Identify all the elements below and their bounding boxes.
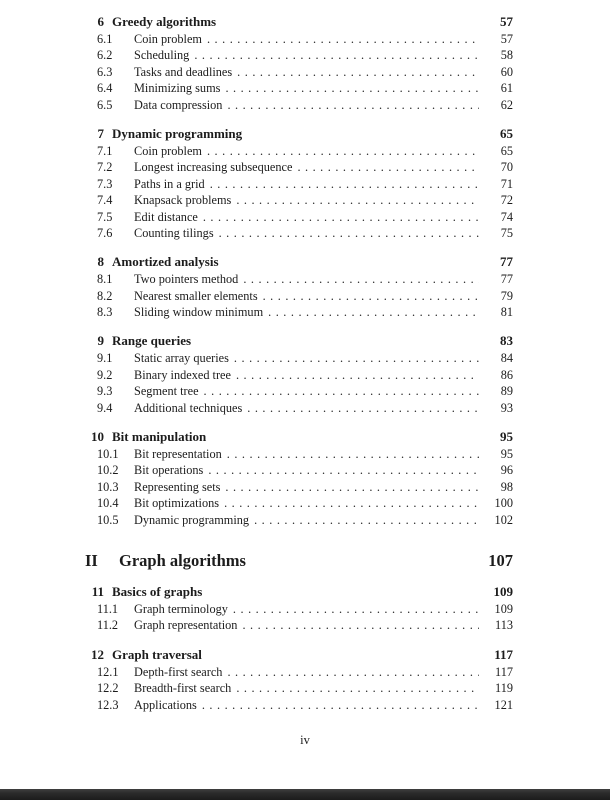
toc-section-entry[interactable] bbox=[85, 159, 513, 175]
section-title: Static array queries bbox=[134, 351, 229, 366]
section-page-number: 84 bbox=[500, 351, 513, 366]
dot-leader bbox=[225, 80, 479, 96]
toc-section-entry[interactable] bbox=[85, 617, 513, 633]
section-title: Additional techniques bbox=[134, 400, 243, 415]
section-number: 8.2 bbox=[97, 288, 113, 303]
dot-leader bbox=[243, 271, 479, 287]
dot-leader bbox=[203, 209, 479, 225]
toc-chapter-entry[interactable] bbox=[85, 332, 513, 350]
toc-section-entry[interactable] bbox=[85, 495, 513, 511]
toc-chapter-block bbox=[85, 583, 513, 634]
section-title: Edit distance bbox=[134, 209, 198, 224]
section-page-number: 71 bbox=[500, 176, 513, 191]
section-number: 7.4 bbox=[97, 193, 113, 208]
chapter-page-number: 77 bbox=[500, 254, 513, 270]
section-page-number: 102 bbox=[494, 512, 513, 527]
toc-section-entry[interactable] bbox=[85, 697, 513, 713]
section-number: 7.5 bbox=[97, 209, 113, 224]
dot-leader bbox=[225, 479, 479, 495]
toc-chapter-block bbox=[85, 13, 513, 113]
section-number: 7.2 bbox=[97, 160, 113, 175]
section-page-number: 95 bbox=[500, 447, 513, 462]
part-title: Graph algorithms bbox=[119, 550, 246, 570]
toc-section-entry[interactable] bbox=[85, 446, 513, 462]
chapter-number: 12 bbox=[91, 646, 104, 662]
chapter-page-number: 109 bbox=[493, 583, 513, 599]
section-number: 6.3 bbox=[97, 64, 113, 79]
chapter-number: 7 bbox=[97, 125, 104, 141]
dot-leader bbox=[237, 64, 479, 80]
section-number: 9.1 bbox=[97, 351, 113, 366]
viewer-bottom-bar bbox=[0, 789, 610, 800]
section-page-number: 121 bbox=[494, 697, 513, 712]
section-number: 10.3 bbox=[97, 479, 119, 494]
toc-section-entry[interactable] bbox=[85, 143, 513, 159]
chapter-title: Range queries bbox=[112, 333, 192, 349]
dot-leader bbox=[207, 143, 479, 159]
section-page-number: 117 bbox=[495, 664, 513, 679]
section-title: Bit representation bbox=[134, 447, 222, 462]
section-title: Tasks and deadlines bbox=[134, 64, 233, 79]
section-page-number: 119 bbox=[495, 681, 513, 696]
section-number: 7.1 bbox=[97, 143, 113, 158]
toc-section-entry[interactable] bbox=[85, 367, 513, 383]
toc-section-entry[interactable] bbox=[85, 664, 513, 680]
toc-section-entry[interactable] bbox=[85, 462, 513, 478]
dot-leader bbox=[207, 31, 479, 47]
toc-section-entry[interactable] bbox=[85, 288, 513, 304]
section-number: 10.5 bbox=[97, 512, 119, 527]
chapter-number: 6 bbox=[97, 14, 104, 29]
section-page-number: 61 bbox=[500, 81, 513, 96]
section-number: 7.6 bbox=[97, 225, 113, 240]
section-number: 12.1 bbox=[97, 664, 119, 679]
toc-chapter-entry[interactable] bbox=[85, 583, 513, 601]
toc-chapter-entry[interactable] bbox=[85, 428, 513, 446]
dot-leader bbox=[227, 664, 479, 680]
toc-section-entry[interactable] bbox=[85, 271, 513, 287]
dot-leader bbox=[194, 47, 479, 63]
section-title: Coin problem bbox=[134, 143, 202, 158]
section-title: Dynamic programming bbox=[134, 512, 250, 527]
section-number: 6.4 bbox=[97, 81, 113, 96]
section-title: Counting tilings bbox=[134, 225, 214, 240]
section-title: Depth-first search bbox=[134, 664, 223, 679]
section-page-number: 100 bbox=[494, 496, 513, 511]
dot-leader bbox=[268, 304, 479, 320]
section-number: 9.3 bbox=[97, 384, 113, 399]
section-title: Scheduling bbox=[134, 48, 190, 63]
table-of-contents bbox=[85, 13, 513, 725]
section-title: Graph representation bbox=[134, 618, 238, 633]
toc-chapter-entry[interactable] bbox=[85, 253, 513, 271]
chapter-title: Graph traversal bbox=[112, 646, 202, 662]
part-number: II bbox=[85, 550, 98, 570]
section-page-number: 77 bbox=[500, 272, 513, 287]
section-title: Graph terminology bbox=[134, 601, 228, 616]
section-number: 6.2 bbox=[97, 48, 113, 63]
dot-leader bbox=[247, 400, 479, 416]
toc-chapter-block bbox=[85, 253, 513, 320]
toc-section-entry[interactable] bbox=[85, 512, 513, 528]
section-page-number: 72 bbox=[500, 193, 513, 208]
section-page-number: 113 bbox=[495, 618, 513, 633]
section-title: Two pointers method bbox=[134, 272, 239, 287]
section-page-number: 60 bbox=[500, 64, 513, 79]
section-number: 11.2 bbox=[97, 618, 119, 633]
section-title: Representing sets bbox=[134, 479, 221, 494]
part-page-number: 107 bbox=[488, 550, 513, 570]
toc-section-entry[interactable] bbox=[85, 97, 513, 113]
section-page-number: 74 bbox=[500, 209, 513, 224]
chapter-number: 10 bbox=[91, 429, 104, 445]
section-page-number: 62 bbox=[500, 97, 513, 112]
chapter-page-number: 57 bbox=[500, 14, 513, 29]
section-number: 10.4 bbox=[97, 496, 119, 511]
toc-section-entry[interactable] bbox=[85, 225, 513, 241]
section-title: Nearest smaller elements bbox=[134, 288, 258, 303]
section-page-number: 98 bbox=[500, 479, 513, 494]
toc-chapter-block bbox=[85, 125, 513, 241]
section-title: Sliding window minimum bbox=[134, 305, 264, 320]
section-page-number: 89 bbox=[500, 384, 513, 399]
section-page-number: 81 bbox=[500, 305, 513, 320]
dot-leader bbox=[210, 176, 479, 192]
section-number: 12.2 bbox=[97, 681, 119, 696]
section-number: 9.2 bbox=[97, 367, 113, 382]
chapter-title: Bit manipulation bbox=[112, 429, 207, 445]
dot-leader bbox=[227, 446, 479, 462]
section-title: Breadth-first search bbox=[134, 681, 232, 696]
dot-leader bbox=[219, 225, 479, 241]
section-page-number: 96 bbox=[500, 463, 513, 478]
toc-section-entry[interactable] bbox=[85, 64, 513, 80]
chapter-number: 9 bbox=[97, 333, 104, 349]
section-title: Segment tree bbox=[134, 384, 199, 399]
dot-leader bbox=[234, 350, 479, 366]
chapter-number: 8 bbox=[97, 254, 104, 270]
section-title: Longest increasing subsequence bbox=[134, 160, 293, 175]
section-title: Binary indexed tree bbox=[134, 367, 231, 382]
section-page-number: 93 bbox=[500, 400, 513, 415]
section-title: Bit operations bbox=[134, 463, 204, 478]
chapter-title: Greedy algorithms bbox=[112, 14, 217, 29]
section-page-number: 75 bbox=[500, 225, 513, 240]
chapter-title: Dynamic programming bbox=[112, 125, 243, 141]
section-title: Minimizing sums bbox=[134, 81, 221, 96]
chapter-page-number: 65 bbox=[500, 125, 513, 141]
page-footer bbox=[0, 733, 610, 748]
dot-leader bbox=[236, 367, 479, 383]
section-page-number: 86 bbox=[500, 367, 513, 382]
toc-section-entry[interactable] bbox=[85, 479, 513, 495]
dot-leader bbox=[297, 159, 479, 175]
dot-leader bbox=[224, 495, 479, 511]
dot-leader bbox=[236, 680, 479, 696]
toc-section-entry[interactable] bbox=[85, 80, 513, 96]
section-title: Bit optimizations bbox=[134, 496, 220, 511]
dot-leader bbox=[242, 617, 479, 633]
toc-section-entry[interactable] bbox=[85, 400, 513, 416]
section-title: Knapsack problems bbox=[134, 193, 232, 208]
section-number: 8.1 bbox=[97, 272, 113, 287]
section-page-number: 58 bbox=[500, 48, 513, 63]
toc-section-entry[interactable] bbox=[85, 680, 513, 696]
toc-section-entry[interactable] bbox=[85, 47, 513, 63]
chapter-title: Amortized analysis bbox=[112, 254, 219, 270]
toc-section-entry[interactable] bbox=[85, 209, 513, 225]
section-number: 6.5 bbox=[97, 97, 113, 112]
dot-leader bbox=[263, 288, 479, 304]
section-title: Data compression bbox=[134, 97, 223, 112]
dot-leader bbox=[204, 383, 479, 399]
section-page-number: 65 bbox=[500, 143, 513, 158]
section-title: Coin problem bbox=[134, 32, 202, 46]
toc-chapter-block bbox=[85, 646, 513, 713]
chapter-page-number: 83 bbox=[500, 333, 513, 349]
section-number: 11.1 bbox=[97, 601, 119, 616]
section-number: 10.1 bbox=[97, 447, 119, 462]
dot-leader bbox=[233, 601, 479, 617]
dot-leader bbox=[208, 462, 479, 478]
section-number: 6.1 bbox=[97, 32, 113, 46]
section-number: 10.2 bbox=[97, 463, 119, 478]
toc-part-entry[interactable] bbox=[85, 550, 513, 571]
toc-chapter-block bbox=[85, 428, 513, 528]
toc-section-entry[interactable] bbox=[85, 176, 513, 192]
section-page-number: 79 bbox=[500, 288, 513, 303]
toc-section-entry[interactable] bbox=[85, 31, 513, 47]
toc-chapter-entry[interactable] bbox=[85, 13, 513, 31]
dot-leader bbox=[236, 192, 479, 208]
page-number-label: iv bbox=[300, 733, 310, 747]
chapter-title: Basics of graphs bbox=[112, 583, 203, 599]
section-number: 9.4 bbox=[97, 400, 113, 415]
dot-leader bbox=[227, 97, 479, 113]
section-number: 12.3 bbox=[97, 697, 119, 712]
section-page-number: 57 bbox=[500, 32, 513, 46]
section-title: Applications bbox=[134, 697, 197, 712]
dot-leader bbox=[202, 697, 479, 713]
toc-chapter-entry[interactable] bbox=[85, 646, 513, 664]
section-number: 7.3 bbox=[97, 176, 113, 191]
section-page-number: 109 bbox=[494, 601, 513, 616]
toc-chapter-block bbox=[85, 332, 513, 416]
toc-chapter-entry[interactable] bbox=[85, 125, 513, 143]
section-page-number: 70 bbox=[500, 160, 513, 175]
toc-section-entry[interactable] bbox=[85, 383, 513, 399]
toc-section-entry[interactable] bbox=[85, 350, 513, 366]
dot-leader bbox=[254, 512, 479, 528]
chapter-page-number: 117 bbox=[494, 646, 513, 662]
section-title: Paths in a grid bbox=[134, 176, 205, 191]
section-number: 8.3 bbox=[97, 305, 113, 320]
chapter-page-number: 95 bbox=[500, 429, 513, 445]
toc-section-entry[interactable] bbox=[85, 192, 513, 208]
toc-section-entry[interactable] bbox=[85, 601, 513, 617]
chapter-number: 11 bbox=[91, 583, 104, 599]
toc-section-entry[interactable] bbox=[85, 304, 513, 320]
